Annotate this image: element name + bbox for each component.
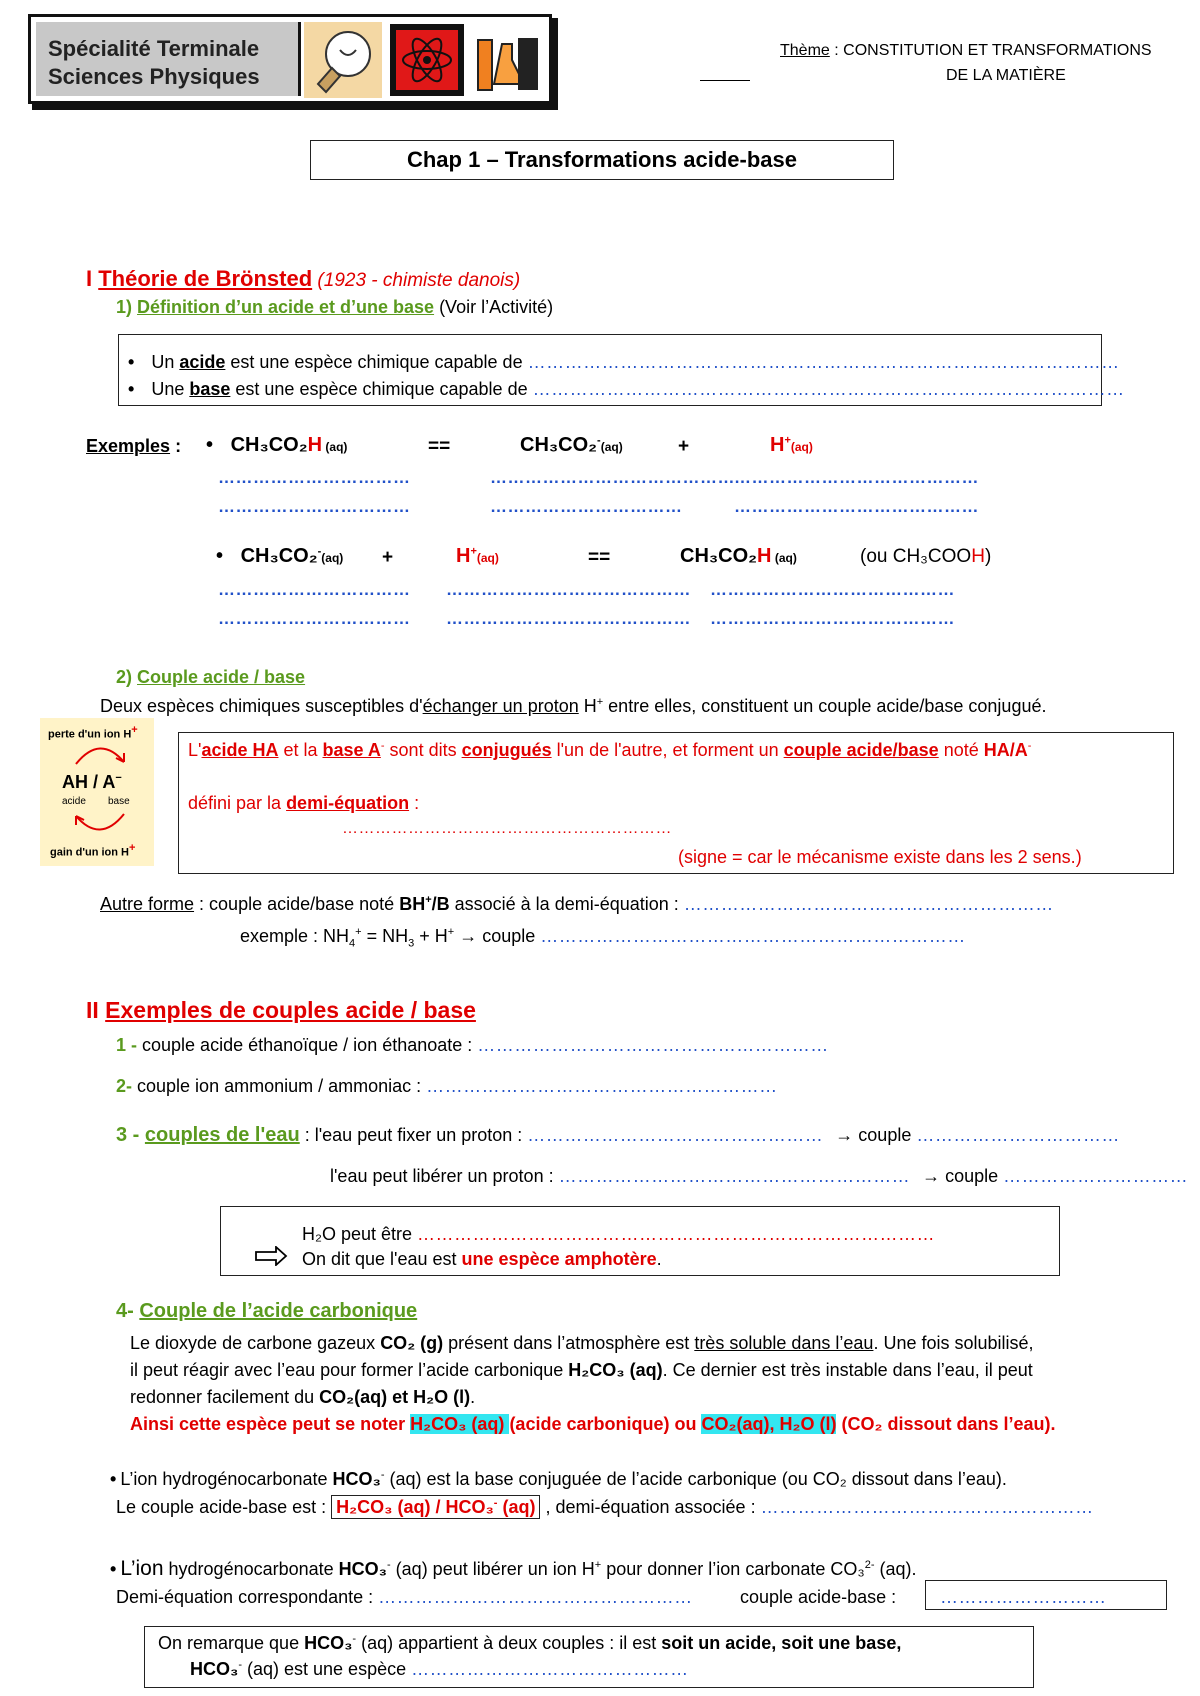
exemple-line: exemple : $NH_4^+ = NH_3 + H^+$ → couple …………………………………………………………… [240, 926, 966, 950]
def-acid-dots: …………………………………………………………………………………… [527, 352, 1120, 372]
carb-p1-b: présent dans l’atmosphère est [443, 1333, 695, 1353]
water-line2-pre: On dit que l'eau est [302, 1249, 462, 1269]
item2 [116, 1076, 778, 1097]
eq1-left-h: H [307, 434, 323, 456]
sub2-text-h: H [578, 696, 597, 716]
section2-title: Exemples de couples acide / base [105, 997, 476, 1023]
demi-label: Demi-équation correspondante : [116, 1587, 379, 1607]
hco3-couple-b: (aq) [497, 1497, 536, 1517]
carb-p1-a: Le dioxyde de carbone gazeux [130, 1333, 381, 1353]
header-underline [700, 80, 750, 81]
examples-label [86, 436, 181, 457]
autre-label: Autre forme [100, 894, 195, 914]
examples-colon: : [170, 436, 182, 456]
carbonate-line1: • L’ion hydrogénocarbonate HCO₃- (aq) peut libérer un ion H+ pour donner l’ion carbonate CO₃$^{2-}$ (aq). [110, 1557, 917, 1580]
water-line2-end: . [656, 1249, 662, 1269]
hco3-couple-a: H₂CO₃ (aq) / HCO₃ [336, 1497, 494, 1517]
sub2-text-u: échanger un proton [422, 696, 579, 716]
eq1-dots-c2: …………………………………… [734, 497, 979, 516]
atom-icon [390, 24, 464, 96]
box2-conj: conjugués [461, 740, 552, 760]
eq2-right-h: H [757, 545, 772, 567]
carb-p3-a: redonner facilement du [130, 1387, 320, 1407]
section1-title: Théorie de Brönsted [98, 266, 313, 291]
carb-p2-b: . Ce dernier est très instable dans l’eau, il peut [662, 1360, 1033, 1380]
eq2-hplus [456, 545, 499, 568]
autre-forme: Autre forme : couple acide/base noté BH+/B associé à la demi-équation : …………………………………………………… [100, 894, 1054, 914]
box2-defcolon: : [409, 793, 420, 813]
eq2-right-state: (aq) [771, 551, 797, 565]
hco3-b: HCO₃ [332, 1469, 381, 1489]
sub2-num: 2) [116, 667, 138, 687]
eq2-left-formula: CH₃CO₂ [240, 545, 318, 567]
exemple-text: exemple : NH [240, 926, 350, 946]
exemple-rest: = NH [361, 926, 409, 946]
eq1-hplus [770, 434, 813, 457]
eq2-plus: + [382, 547, 394, 568]
sub1-num: 1) [116, 297, 138, 317]
item2-text: couple ion ammonium / ammoniac : [132, 1076, 427, 1096]
def-acid-post: est une espèce chimique capable de [225, 352, 528, 372]
conjugate-cycle-diagram [40, 718, 154, 866]
cycle-bottom-text: gain d'un ion H [50, 846, 129, 859]
eq2-left-charge: - [317, 545, 322, 558]
couple-label: couple acide-base : [740, 1587, 897, 1607]
eq2-left-state: (aq) [321, 551, 344, 565]
cycle-mid: AH / A− [62, 772, 122, 792]
def-base-pre: Une [151, 379, 190, 399]
item2-num: 2- [116, 1076, 133, 1096]
hco3-line2 [116, 1497, 1094, 1518]
box2-base: base A [322, 740, 381, 760]
section1-num: I [86, 266, 99, 291]
autre-text: : couple acide/base noté [194, 894, 400, 914]
eq2-h-charge: + [470, 545, 477, 558]
section2-num: II [86, 997, 106, 1023]
item1-text: couple acide éthanoïque / ion éthanoate : [137, 1035, 478, 1055]
eq1-dots-b1: …………………………………… [490, 468, 735, 487]
remark-b: HCO₃ [304, 1633, 353, 1653]
eq1-left-state: (aq) [322, 440, 348, 454]
sub2-text-end: entre elles, constituent un couple acide/base conjugué. [603, 696, 1047, 716]
cycle-top-arrow-icon [70, 740, 130, 768]
remark-c: (aq) appartient à deux couples : il est [356, 1633, 662, 1653]
item3-line2-text: l'eau peut libérer un proton : [330, 1166, 559, 1186]
cycle-top-charge: + [131, 724, 138, 736]
eq2-dots-b1: …………………………………… [446, 580, 691, 599]
eq1-mid-charge: - [597, 434, 601, 447]
carbonate-a: L’ion [120, 1557, 164, 1580]
remark2-dots: ……………………………………… [411, 1659, 689, 1679]
carb-p1 [130, 1333, 1034, 1354]
box2-couple: couple acide/base [783, 740, 939, 760]
box2-defpre: défini par la [188, 793, 287, 813]
carb-p4-h2co3: H₂CO₃ (aq) [410, 1414, 510, 1434]
eq1-mid-formula: CH₃CO₂ [520, 434, 598, 456]
def-base-word: base [189, 379, 231, 399]
water-line1-dots: ………………………………………………………………………… [417, 1224, 936, 1244]
carb-p3-c: . [470, 1387, 476, 1407]
cycle-mid-text: AH / A [62, 772, 116, 792]
carb-p3-b: et [387, 1387, 414, 1407]
box2-mid: sont dits [384, 740, 462, 760]
eq2-sign: == [588, 547, 611, 568]
carbonate-b: hydrogénocarbonate [163, 1559, 339, 1579]
sub2-text-pre: Deux espèces chimiques susceptibles d' [100, 696, 423, 716]
carb-p1-c: . Une fois solubilisé, [873, 1333, 1034, 1353]
section1-heading [86, 266, 520, 292]
eq2-left [216, 545, 343, 568]
sub1-suffix: (Voir l’Activité) [434, 297, 554, 317]
box2-signe: (signe = car le mécanisme existe dans les 2 sens.) [678, 847, 1082, 867]
cycle-bottom-arrow-icon [70, 810, 130, 838]
remark-a: On remarque que [158, 1633, 305, 1653]
carb-p4-b: (acide carbonique) ou [509, 1414, 702, 1434]
specialite-line1: Spécialité Terminale [48, 36, 260, 61]
item4-num: 4- [116, 1300, 140, 1322]
eq1-mid [520, 434, 623, 457]
carbonate-f: (aq). [874, 1559, 917, 1579]
carb-p3 [130, 1387, 475, 1408]
item3-colon: : l'eau peut fixer un proton : [299, 1125, 528, 1145]
exemple-rest2: + H [414, 926, 448, 946]
eq1-mid-state: (aq) [600, 440, 623, 454]
carb-p3-h2o: H₂O (l) [413, 1387, 471, 1407]
item3-arrow2: → [922, 1166, 941, 1186]
box2-mid2: l'un de l'autre, et forment un [551, 740, 784, 760]
box2-l: L' [188, 740, 202, 760]
autre-dots: …………………………………………………… [683, 894, 1054, 914]
item3 [116, 1124, 1120, 1147]
sub1-title: Définition d’un acide et d’une base [137, 297, 435, 317]
demi-line [116, 1587, 693, 1608]
demi-dots: …………………………………………… [378, 1587, 693, 1607]
box2-demi: demi-équation [286, 793, 410, 813]
remark-line1: On remarque que HCO₃- (aq) appartient à deux couples : il est soit un acide, soit une base, [158, 1633, 902, 1653]
box2-ha: HA/A [983, 740, 1028, 760]
hco3-dots: ……………………………………………… [760, 1497, 1094, 1517]
eq2-right [680, 545, 797, 568]
item3-couple2: couple [940, 1166, 1004, 1186]
remark2-b: (aq) est une espèce [242, 1659, 412, 1679]
box2-line1: L'acide HA et la base A- sont dits conjugués l'un de l'autre, et forment un couple acide/base noté HA/A- [188, 740, 1032, 760]
cycle-bottom [50, 842, 135, 859]
item3-title: couples de l'eau [144, 1124, 300, 1146]
cycle-base: base [108, 796, 130, 807]
carb-p4-c: (CO₂ dissout dans l’eau). [836, 1414, 1056, 1434]
box2-line2 [188, 793, 419, 814]
exemple-arrow: → couple [454, 926, 541, 946]
implies-arrow-icon [254, 1246, 288, 1266]
sub2-text [100, 696, 1046, 717]
def-acid [128, 352, 1120, 373]
box2-note: noté [938, 740, 984, 760]
eq1-left-formula: CH₃CO₂ [230, 434, 308, 456]
item1-dots: ………………………………………………… [477, 1035, 829, 1055]
eq2-h: H [456, 545, 471, 567]
item4-title: Couple de l’acide carbonique [139, 1300, 418, 1322]
theme-value: : CONSTITUTION ET TRANSFORMATIONS [829, 42, 1152, 59]
autre-bh: BH [399, 894, 426, 914]
item3-dots-c1: …………………………… [916, 1125, 1120, 1145]
eq1-dots-c1: …………………………………… [734, 468, 979, 487]
lightbulb-icon [304, 22, 382, 98]
carb-p2 [130, 1360, 1033, 1381]
eq2-h-state: (aq) [476, 551, 499, 565]
eq1-h-charge: + [784, 434, 791, 447]
autre-b: /B [431, 894, 450, 914]
carb-p1-co2: CO₂ (g) [380, 1333, 444, 1353]
carb-p4-a: Ainsi cette espèce peut se noter [130, 1414, 411, 1434]
def-base-post: est une espèce chimique capable de [230, 379, 533, 399]
eq2-alt-pre: (ou CH₃COO [860, 546, 972, 567]
item1-num: 1 - [116, 1035, 138, 1055]
exemple-dots: …………………………………………………………… [540, 926, 966, 946]
theme-line2: DE LA MATIÈRE [946, 67, 1066, 84]
couple-dots: ……………………… [940, 1587, 1107, 1607]
sub2-title: Couple acide / base [137, 667, 306, 687]
water-line2-red: une espèce amphotère [461, 1249, 657, 1269]
eq2-alt [860, 546, 991, 568]
eq1-sign: == [428, 436, 451, 457]
cycle-top [48, 724, 138, 741]
hco3-couple-box: H₂CO₃ (aq) / HCO₃- (aq) [331, 1495, 540, 1519]
chapter-title: Chap 1 – Transformations acide-base [406, 147, 798, 172]
hco3-line1: • L’ion hydrogénocarbonate HCO₃- (aq) est la base conjuguée de l’acide carbonique (ou CO₂ dissout dans l’eau). [110, 1469, 1007, 1489]
hco3-a: L’ion hydrogénocarbonate [120, 1469, 333, 1489]
item3-couple1: couple [853, 1125, 917, 1145]
item3-arrow1: → [835, 1125, 854, 1145]
eq1-h-state: (aq) [790, 440, 813, 454]
hco3-d: Le couple acide-base est : [116, 1497, 332, 1517]
eq2-dots-c2: …………………………………… [710, 609, 955, 628]
carbonate-e: pour donner l’ion carbonate CO₃ [601, 1559, 865, 1579]
sub2-text-charge: + [596, 696, 604, 708]
eq2-alt-post: ) [984, 546, 992, 567]
carbonate-c: HCO₃ [338, 1559, 387, 1579]
cycle-top-text: perte d'un ion H [48, 728, 132, 741]
hco3-e: , demi-équation associée : [540, 1497, 761, 1517]
sub2-heading [116, 667, 305, 688]
eq1-plus: + [678, 436, 690, 457]
def-acid-pre: Un [151, 352, 180, 372]
eq2-dots-a2: …………………………… [218, 609, 411, 628]
def-base [128, 379, 1125, 400]
box2-dots: …………………………………………………… [342, 820, 672, 837]
item2-dots: ………………………………………………… [426, 1076, 778, 1096]
def-acid-word: acide [179, 352, 226, 372]
section2-heading [86, 997, 476, 1024]
item1 [116, 1035, 829, 1056]
eq2-alt-h: H [971, 546, 985, 567]
header-logo [28, 14, 558, 110]
eq2-dots-a1: …………………………… [218, 580, 411, 599]
carb-p1-sol: très soluble dans l’eau [694, 1333, 874, 1353]
eq1-left [206, 434, 347, 457]
sub1-heading [116, 297, 553, 318]
eq2-dots-c1: …………………………………… [710, 580, 955, 599]
remark2-a: HCO₃ [190, 1659, 239, 1679]
eq1-dots-b2: …………………………… [490, 497, 683, 516]
couple-acide-base [740, 1587, 896, 1608]
examples-word: Exemples [86, 436, 171, 456]
remark-line2: HCO₃- (aq) est une espèce ……………………………………… [190, 1659, 689, 1679]
remark-d: soit un acide, soit une base, [661, 1633, 902, 1653]
carb-p2-h2co3: H₂CO₃ (aq) [568, 1360, 663, 1380]
eq1-dots-a1: …………………………… [218, 468, 411, 487]
theme-label: Thème [780, 42, 830, 59]
eq2-dots-b2: …………………………………… [446, 609, 691, 628]
cycle-bottom-charge: + [129, 842, 136, 854]
item3-dots1: ………………………………………… [527, 1125, 824, 1145]
cycle-acide: acide [62, 796, 86, 807]
eq2-right-formula: CH₃CO₂ [680, 545, 758, 567]
autre-end: associé à la demi-équation : [449, 894, 684, 914]
carb-p4-co2: CO₂(aq), H₂O (l) [701, 1414, 837, 1434]
theme-line1 [780, 42, 1152, 60]
carb-p4 [130, 1414, 1055, 1435]
water-line1-pre: H₂O peut être [302, 1224, 418, 1244]
item4-heading [116, 1300, 417, 1323]
item3-dots-c2: ………………………… [1003, 1166, 1189, 1186]
section1-subtitle: (1923 - chimiste danois) [312, 270, 521, 291]
box2-and: et la [278, 740, 323, 760]
item3-line2 [330, 1166, 1188, 1187]
carbonate-d: (aq) peut libérer un ion H [390, 1559, 595, 1579]
def-base-dots: …………………………………………………………………………………… [532, 379, 1125, 399]
carb-p3-co2: CO₂(aq) [319, 1387, 388, 1407]
flask-icon [472, 24, 544, 96]
eq1-h: H [770, 434, 785, 456]
water-line1 [302, 1224, 935, 1245]
item3-num: 3 - [116, 1124, 145, 1146]
water-line2 [302, 1249, 662, 1270]
eq1-dots-a2: …………………………… [218, 497, 411, 516]
carb-p2-a: il peut réagir avec l’eau pour former l’acide carbonique [130, 1360, 569, 1380]
specialite-line2: Sciences Physiques [48, 64, 260, 89]
box2-acide: acide HA [201, 740, 279, 760]
hco3-c: (aq) est la base conjuguée de l’acide carbonique (ou CO₂ dissout dans l’eau). [384, 1469, 1007, 1489]
item3-dots2: ………………………………………………… [558, 1166, 911, 1186]
